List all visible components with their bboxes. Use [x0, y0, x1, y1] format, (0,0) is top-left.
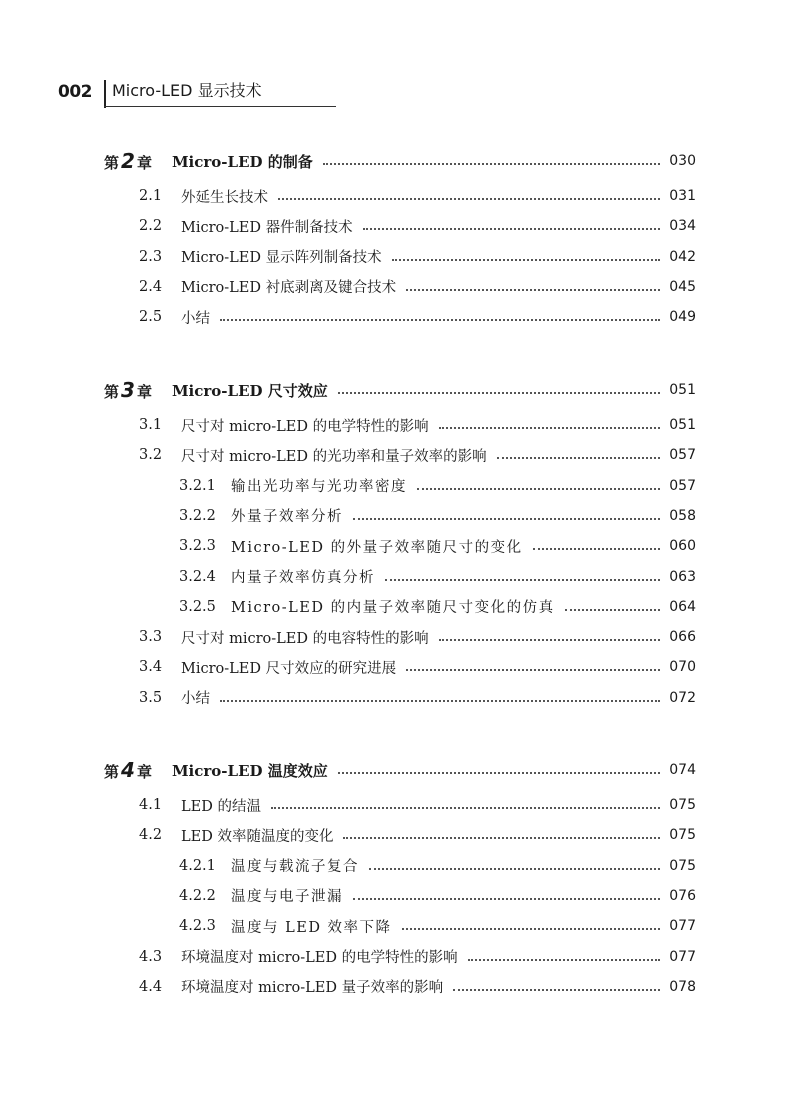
dot-leader — [402, 928, 660, 930]
entry-title: 小结 — [181, 310, 210, 327]
chapter-title: Micro-LED 尺寸效应 — [171, 381, 328, 400]
entry-title: 外量子效率分析 — [231, 509, 343, 526]
entry-number: 3.5 — [139, 689, 163, 706]
entry-title: Micro-LED 衬底剥离及键合技术 — [181, 280, 397, 297]
chapter-title: Micro-LED 的制备 — [171, 152, 313, 171]
entry-title: LED 效率随温度的变化 — [181, 828, 334, 845]
entry-number: 4.4 — [139, 978, 163, 995]
section-entry[interactable] — [139, 413, 696, 437]
dot-leader — [565, 609, 660, 611]
entry-title: 输出光功率与光功率密度 — [231, 479, 407, 496]
dot-leader — [417, 488, 660, 490]
subsection-entry[interactable] — [179, 474, 696, 498]
entry-number: 4.2.1 — [179, 857, 216, 874]
dot-leader — [369, 868, 660, 870]
section-entry[interactable] — [139, 305, 696, 329]
page-ref: 063 — [669, 568, 696, 585]
entry-number: 2.1 — [139, 188, 163, 204]
chapter-number: 4 — [121, 758, 135, 782]
chapter-prefix: 第 — [104, 383, 120, 401]
chapter-label — [104, 758, 152, 782]
dot-leader — [406, 289, 660, 291]
dot-leader — [468, 959, 660, 961]
section-entry[interactable] — [139, 975, 696, 999]
dot-leader — [220, 700, 660, 702]
subsection-entry[interactable] — [179, 914, 696, 938]
chapter-prefix: 第 — [104, 763, 120, 781]
entry-number: 4.2 — [139, 827, 163, 844]
page-ref: 070 — [669, 659, 696, 676]
chapter-number: 2 — [121, 149, 135, 173]
chapter-heading[interactable] — [104, 149, 696, 173]
entry-title: 温度与载流子复合 — [231, 859, 359, 876]
entry-title: 尺寸对 micro-LED 的光功率和量子效率的影响 — [181, 448, 487, 465]
chapter-heading[interactable] — [104, 758, 696, 782]
dot-leader — [439, 639, 660, 641]
dot-leader — [363, 228, 660, 230]
dot-leader — [343, 837, 660, 839]
entry-number: 3.3 — [139, 629, 163, 646]
entry-number: 4.2.3 — [179, 918, 216, 935]
section-entry[interactable] — [139, 443, 696, 467]
dot-leader — [353, 518, 660, 520]
entry-number: 2.5 — [139, 309, 163, 326]
chapter-heading[interactable] — [104, 378, 696, 402]
dot-leader — [278, 198, 660, 200]
page-ref: 034 — [669, 218, 696, 235]
entry-number: 4.1 — [139, 797, 163, 813]
dot-leader — [439, 427, 660, 429]
page-ref: 076 — [669, 887, 696, 904]
dot-leader — [353, 898, 660, 900]
page-ref: 075 — [669, 857, 696, 874]
subsection-entry[interactable] — [179, 504, 696, 528]
entry-title: 小结 — [181, 691, 210, 708]
header-divider — [104, 80, 106, 108]
entry-title: 尺寸对 micro-LED 的电容特性的影响 — [181, 630, 429, 647]
section-entry[interactable] — [139, 686, 696, 710]
page-ref: 060 — [669, 538, 696, 555]
entry-number: 3.4 — [139, 659, 163, 676]
entry-title: 内量子效率仿真分析 — [231, 570, 375, 586]
page-ref: 077 — [669, 948, 696, 965]
subsection-entry[interactable] — [179, 884, 696, 908]
subsection-entry[interactable] — [179, 854, 696, 878]
page-ref: 074 — [669, 762, 696, 778]
page-ref: 058 — [669, 507, 696, 524]
subsection-entry[interactable] — [179, 534, 696, 558]
dot-leader — [453, 989, 660, 991]
book-title: Micro-LED 显示技术 — [112, 81, 262, 100]
entry-title: 环境温度对 micro-LED 量子效率的影响 — [181, 980, 444, 997]
section-entry[interactable] — [139, 655, 696, 679]
page-ref: 042 — [669, 248, 696, 265]
entry-title: Micro-LED 的内量子效率随尺寸变化的仿真 — [231, 600, 555, 617]
entry-title: Micro-LED 的外量子效率随尺寸的变化 — [231, 539, 523, 556]
chapter-label — [104, 378, 152, 402]
page-ref: 075 — [669, 797, 696, 813]
page-ref: 078 — [669, 978, 696, 995]
section-entry[interactable] — [139, 793, 696, 817]
section-entry[interactable] — [139, 823, 696, 847]
chapter-title: Micro-LED 温度效应 — [171, 761, 328, 780]
entry-title: LED 的结温 — [181, 798, 261, 815]
entry-title: Micro-LED 尺寸效应的研究进展 — [181, 660, 397, 677]
dot-leader — [497, 457, 660, 459]
section-entry[interactable] — [139, 214, 696, 238]
chapter-label — [104, 149, 152, 173]
page-ref: 057 — [669, 447, 696, 464]
dot-leader — [385, 579, 660, 581]
dot-leader — [220, 319, 660, 321]
entry-title: Micro-LED 器件制备技术 — [181, 219, 353, 236]
page-ref: 051 — [669, 382, 696, 398]
header-underline — [104, 106, 336, 107]
page-number: 002 — [58, 82, 92, 102]
dot-leader — [392, 259, 660, 261]
section-entry[interactable] — [139, 275, 696, 299]
dot-leader — [338, 772, 660, 774]
entry-number: 3.2.1 — [179, 477, 216, 494]
page-ref: 030 — [669, 153, 696, 169]
page-ref: 066 — [669, 629, 696, 646]
page-ref: 072 — [669, 689, 696, 706]
subsection-entry[interactable] — [179, 565, 696, 589]
dot-leader — [271, 807, 660, 809]
page-ref: 077 — [669, 918, 696, 935]
entry-title: 尺寸对 micro-LED 的电学特性的影响 — [181, 418, 429, 435]
page-ref: 075 — [669, 827, 696, 844]
chapter-suffix: 章 — [136, 154, 152, 172]
entry-title: Micro-LED 显示阵列制备技术 — [181, 250, 382, 267]
dot-leader — [338, 392, 660, 394]
entry-number: 2.4 — [139, 278, 163, 295]
page-ref: 045 — [669, 278, 696, 295]
chapter-suffix: 章 — [136, 763, 152, 781]
dot-leader — [323, 163, 660, 165]
section-entry[interactable] — [139, 184, 696, 208]
dot-leader — [406, 669, 660, 671]
chapter-number: 3 — [121, 378, 135, 402]
page-ref: 064 — [669, 598, 696, 615]
subsection-entry[interactable] — [179, 595, 696, 619]
chapter-prefix: 第 — [104, 154, 120, 172]
entry-number: 2.2 — [139, 218, 163, 235]
entry-title: 环境温度对 micro-LED 的电学特性的影响 — [181, 950, 458, 966]
entry-number: 3.1 — [139, 417, 163, 433]
page-ref: 057 — [669, 477, 696, 494]
entry-number: 2.3 — [139, 248, 163, 265]
entry-number: 3.2.2 — [179, 507, 216, 524]
entry-number: 3.2.4 — [179, 568, 216, 585]
page-ref: 031 — [669, 188, 696, 204]
entry-title: 温度与 LED 效率下降 — [231, 919, 392, 936]
section-entry[interactable] — [139, 945, 696, 969]
dot-leader — [533, 548, 660, 550]
page-ref: 049 — [669, 309, 696, 326]
entry-title: 外延生长技术 — [181, 189, 268, 206]
entry-number: 3.2 — [139, 447, 163, 464]
entry-number: 4.2.2 — [179, 887, 216, 904]
section-entry[interactable] — [139, 625, 696, 649]
chapter-suffix: 章 — [136, 383, 152, 401]
entry-number: 3.2.3 — [179, 538, 216, 555]
page-ref: 051 — [669, 417, 696, 433]
section-entry[interactable] — [139, 245, 696, 269]
entry-number: 3.2.5 — [179, 598, 216, 615]
entry-number: 4.3 — [139, 948, 163, 965]
entry-title: 温度与电子泄漏 — [231, 889, 343, 906]
